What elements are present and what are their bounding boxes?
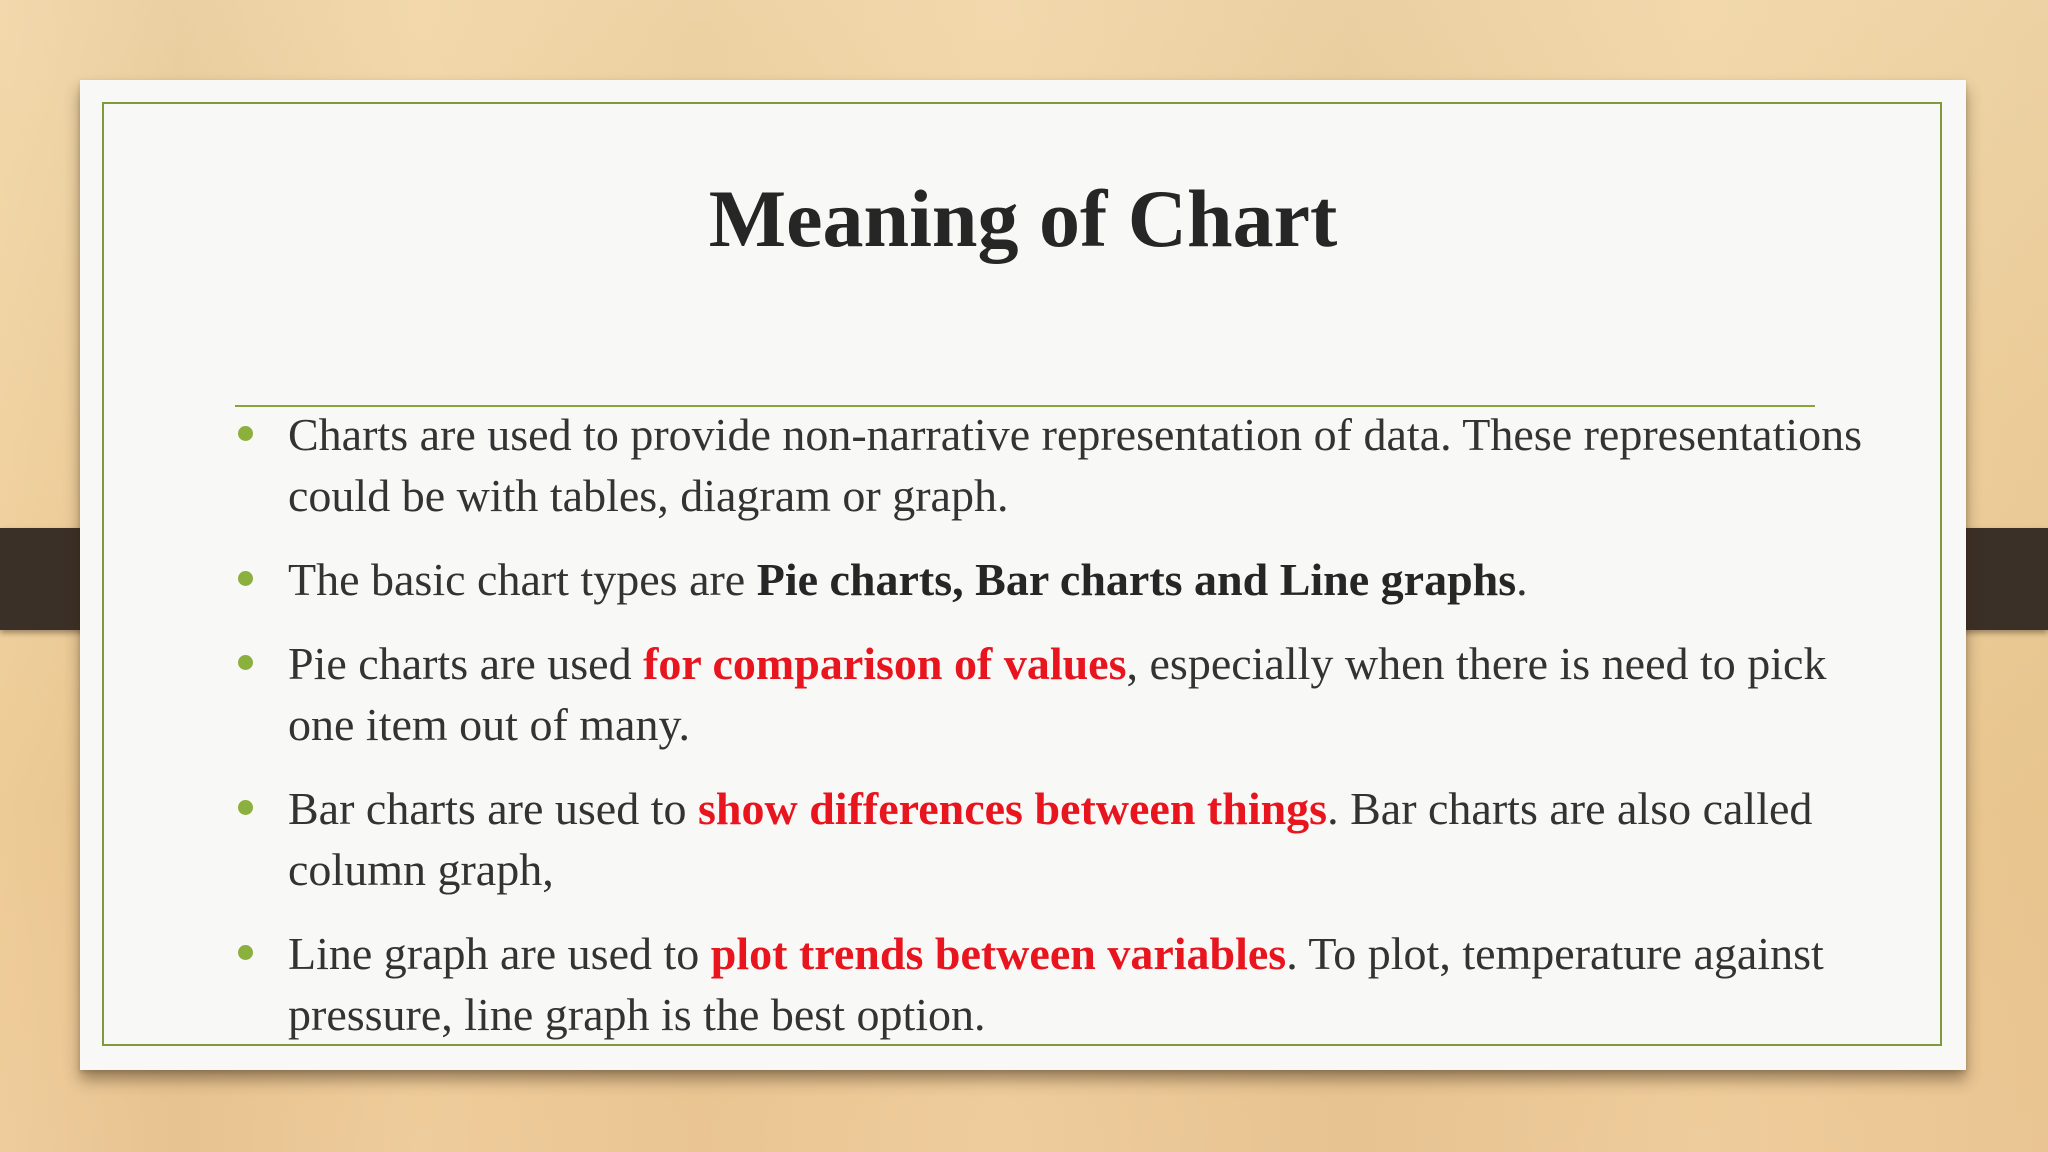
bullet-text-bold: Pie charts, Bar charts and Line graphs (756, 554, 1517, 605)
title-underline-rule (235, 405, 1815, 407)
bullet-text-pre: The basic chart types are (288, 554, 757, 605)
bullet-item-1 (208, 404, 1888, 526)
bullet-text-highlight: for comparison of values (643, 638, 1127, 689)
bullet-dot-icon (238, 945, 253, 960)
slide (80, 80, 1966, 1070)
bullet-list (208, 404, 1888, 1068)
bullet-text-post: . To plot, temperature against pressure, line graph is the best option. (288, 928, 1824, 1040)
bullet-dot-icon (238, 426, 253, 441)
bullet-text-pre: Pie charts are used (288, 638, 644, 689)
bullet-text-highlight: plot trends between variables (710, 928, 1287, 979)
bullet-dot-icon (238, 800, 253, 815)
bullet-dot-icon (238, 655, 253, 670)
bullet-text-post: . Bar charts are also called column graph, (288, 783, 1813, 895)
bullet-text: Charts are used to provide non-narrative representation of data. These representations could be with tables, diagram or graph. (288, 409, 1863, 521)
slide-title: Meaning of Chart (708, 173, 1338, 264)
bullet-text-pre: Bar charts are used to (288, 783, 699, 834)
bullet-item-4 (208, 778, 1888, 900)
bullet-item-3 (208, 633, 1888, 755)
bullet-item-5 (208, 923, 1888, 1045)
bullet-text-highlight: show differences between things (698, 783, 1328, 834)
bullet-text-pre: Line graph are used to (288, 928, 711, 979)
bullet-item-2 (208, 549, 1888, 610)
bullet-dot-icon (238, 571, 253, 586)
bullet-text-post: . (1516, 554, 1528, 605)
bullet-text-post: , especially when there is need to pick one item out of many. (288, 638, 1827, 750)
